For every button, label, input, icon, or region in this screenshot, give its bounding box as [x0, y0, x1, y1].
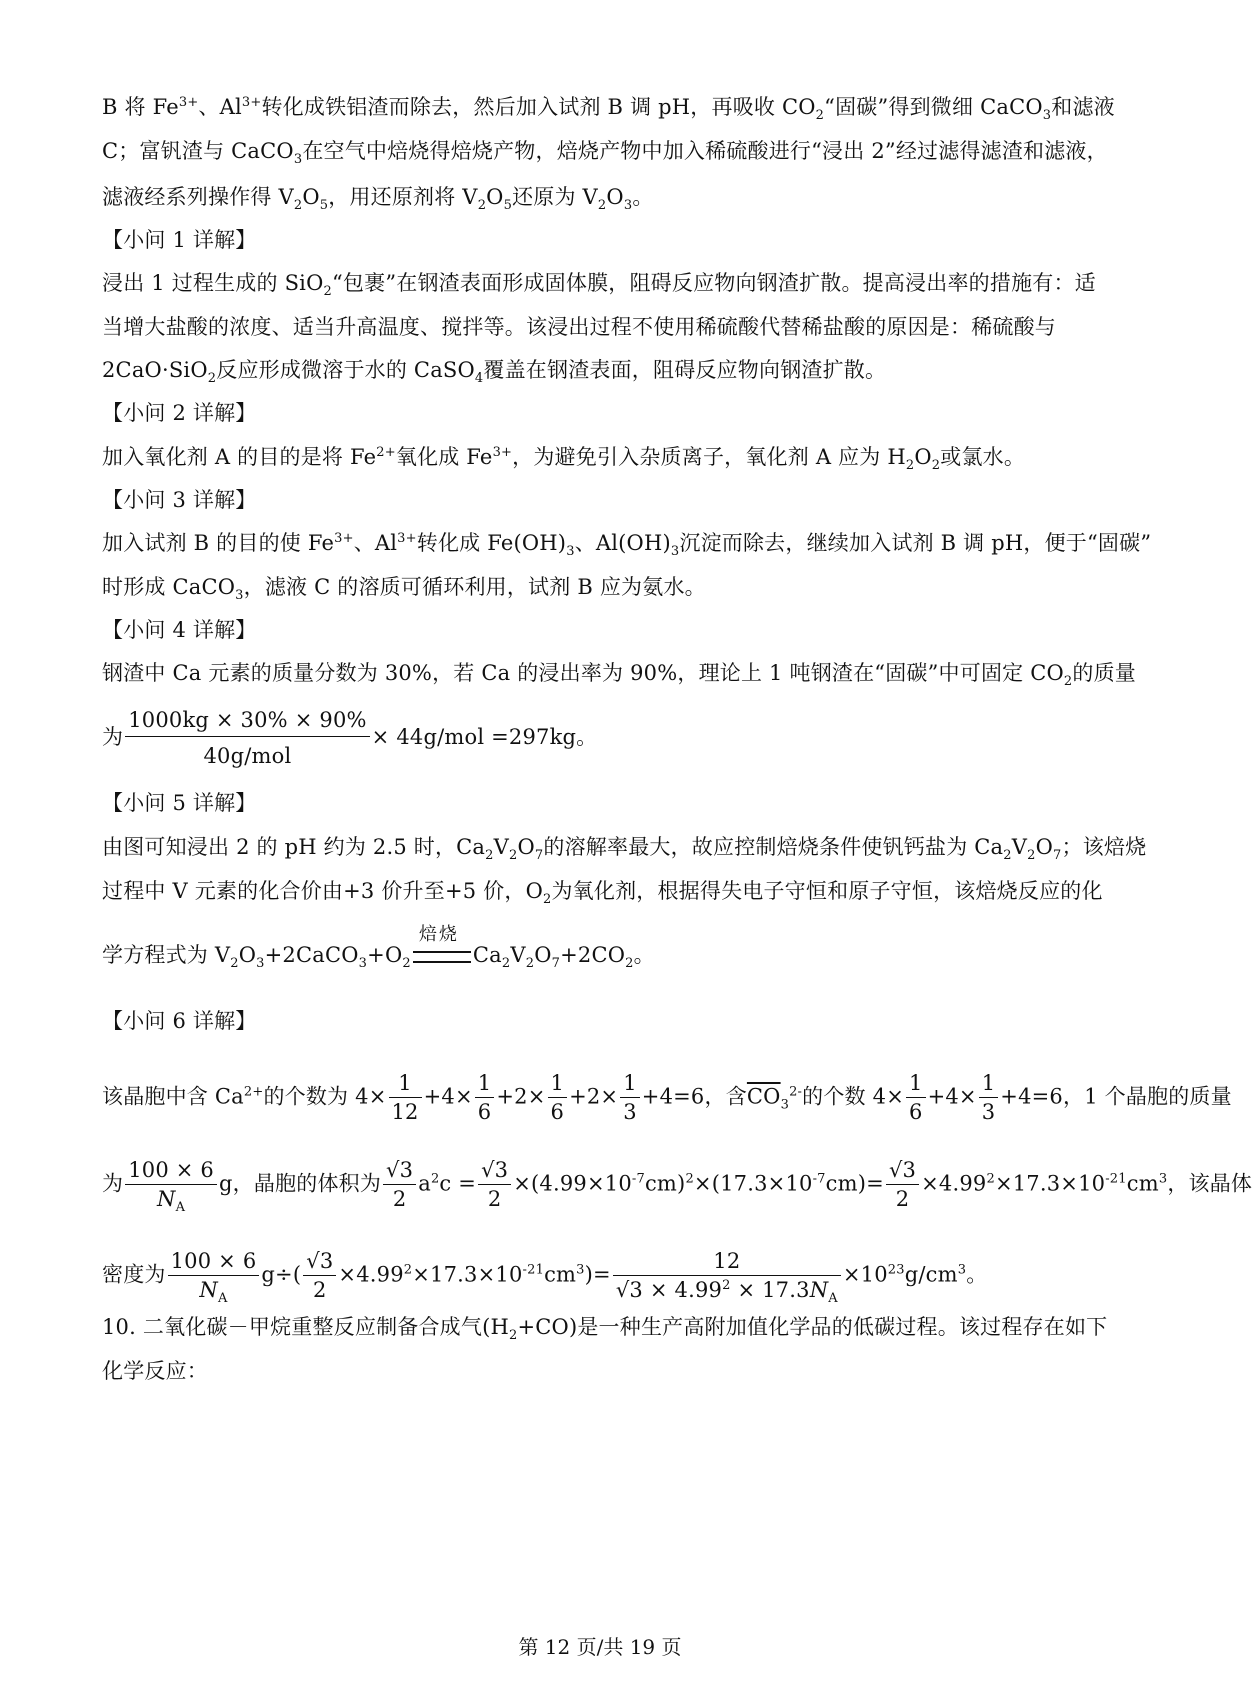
formula-line: 密度为 $\frac{100 \times 6}{N_A}$ g÷( $\frac{√3}{2}$ $\times 4.99^2\times 17.3\times 10^{-21}cm^3)=$ $\frac{12}{√3 \times 4.99^2 \times 17.3N_A}$ $\times 10^{23}g/cm^3$。: [102, 1249, 988, 1307]
section-heading: 【小问 3 详解】: [102, 488, 257, 512]
fraction: $\frac{√3}{2}$: [383, 1157, 416, 1213]
fraction: $\frac{1}{6}$: [548, 1070, 568, 1126]
formula-line: 为 $\frac{100 \times 6}{N_A}$ g，晶胞的体积为 $\frac{√3}{2}$ $a^2c$ = $\frac{√3}{2}$ $\times(4.99\times 10^{-7}cm)^2\times(17.3\times 10^{-7}cm)=$ $\frac{√3}{2}$ $\times 4.99^2\times 17.3\times 10^{-21}cm^3$，该晶体: [102, 1158, 1252, 1216]
section-heading: 【小问 2 详解】: [102, 401, 257, 425]
fraction: $\frac{√3}{2}$: [303, 1248, 336, 1304]
fraction: $\frac{100 \times 6}{N_A}$: [168, 1248, 260, 1304]
fraction: $\frac{√3}{2}$: [886, 1157, 919, 1213]
text-line: 滤液经系列操作得 $V_2O_5$，用还原剂将 $V_2O_5$还原为 $V_2O_3$。: [102, 185, 654, 214]
section-heading: 【小问 5 详解】: [102, 791, 257, 815]
text-line: 浸出 1 过程生成的 SiO$_2$“包裹”在钢渣表面形成固体膜，阻碍反应物向钢渣扩散。提高浸出率的措施有：适: [102, 271, 1096, 300]
reaction-condition: 焙烧: [418, 923, 459, 945]
fraction: $\frac{1}{3}$: [979, 1070, 999, 1126]
text-line: 加入氧化剂 A 的目的是将 $Fe^{2+}$氧化成 $Fe^{3+}$，为避免引入杂质离子，氧化剂 A 应为 $H_2O_2$或氯水。: [102, 445, 1026, 474]
fraction: $\frac{1}{6}$: [906, 1070, 926, 1126]
text-line: 过程中 V 元素的化合价由+3 价升至+5 价，$O_2$为氧化剂，根据得失电子守恒和原子守恒，该焙烧反应的化: [102, 879, 1103, 908]
text-line: 当增大盐酸的浓度、适当升高温度、搅拌等。该浸出过程不使用稀硫酸代替稀盐酸的原因是：稀硫酸与: [102, 315, 1056, 339]
reaction-equals-sign: [413, 923, 471, 963]
fraction: $\frac{12}{√3 \times 4.99^2 \times 17.3N_A}$: [613, 1248, 841, 1304]
formula-line: 该晶胞中含 $Ca^{2+}$的个数为 4× $\frac{1}{12}$ +4× $\frac{1}{6}$ +2× $\frac{1}{6}$ +2× $\frac{1}{3}$ +4=6，含$\overline{CO}_3^{2-}$的个数 4× $\frac{1}{6}$ +4× $\frac{1}{3}$ +4=6，1 个晶胞的质量: [102, 1071, 1232, 1125]
text-line: 化学反应：: [102, 1359, 208, 1383]
text-line: 钢渣中 Ca 元素的质量分数为 30%，若 Ca 的浸出率为 90%，理论上 1 吨钢渣在“固碳”中可固定 $CO_2$的质量: [102, 661, 1137, 690]
text-line: 时形成 CaCO$_3$，滤液 C 的溶质可循环利用，试剂 B 应为氨水。: [102, 575, 706, 604]
fraction: $\frac{1}{3}$: [620, 1070, 640, 1126]
text-line: B 将 $Fe^{3+}$、$Al^{3+}$转化成铁铝渣而除去，然后加入试剂 B 调 pH，再吸收 $CO_2“$固碳”得到微细 CaCO$_3$和滤液: [102, 95, 1115, 124]
equation-line: 学方程式为 $V_2O_3+2CaCO_3+O_2$ 焙烧 $Ca_2V_2O_7+2CO_2$。: [102, 940, 1102, 970]
fraction: $\frac{1000kg \times 30\% \times 90\%}{\text{40g/mol}}$: [125, 707, 369, 770]
text-line: 2CaO·SiO$_2$反应形成微溶于水的 CaSO$_4$覆盖在钢渣表面，阻碍反应物向钢渣扩散。: [102, 358, 887, 387]
section-heading: 【小问 6 详解】: [102, 1009, 257, 1033]
fraction: $\frac{√3}{2}$: [478, 1157, 511, 1213]
fraction: $\frac{1}{12}$: [389, 1070, 422, 1126]
carbonate-ion: $\overline{CO}$: [746, 1084, 781, 1109]
question-line: 10. 二氧化碳－甲烷重整反应制备合成气$(H_2+CO)$是一种生产高附加值化学品的低碳过程。该过程存在如下: [102, 1315, 1108, 1344]
section-heading: 【小问 4 详解】: [102, 618, 257, 642]
text-line: 加入试剂 B 的目的使 $Fe^{3+}$、$Al^{3+}$转化成 $Fe(OH)_3$、$Al(OH)_3$沉淀而除去，继续加入试剂 B 调 pH，便于“固碳”: [102, 531, 1152, 560]
text-line: 由图可知浸出 2 的 pH 约为 2.5 时，$Ca_2V_2O_7$的溶解率最大，故应控制焙烧条件使钒钙盐为 $Ca_2V_2O_7$；该焙烧: [102, 835, 1147, 864]
section-heading: 【小问 1 详解】: [102, 228, 257, 252]
page-footer: 第 12 页/共 19 页: [518, 1635, 682, 1659]
formula-line: 为 $\frac{1000kg \times 30\% \times 90\%}{\text{40g/mol}}$ × 44g/mol =297kg。: [102, 708, 598, 769]
text-line: C；富钒渣与 CaCO$_3$在空气中焙烧得焙烧产物，焙烧产物中加入稀硫酸进行“浸出 2”经过滤得滤渣和滤液，: [102, 139, 1108, 168]
fraction: $\frac{100 \times 6}{N_A}$: [125, 1157, 217, 1213]
fraction: $\frac{1}{6}$: [475, 1070, 495, 1126]
